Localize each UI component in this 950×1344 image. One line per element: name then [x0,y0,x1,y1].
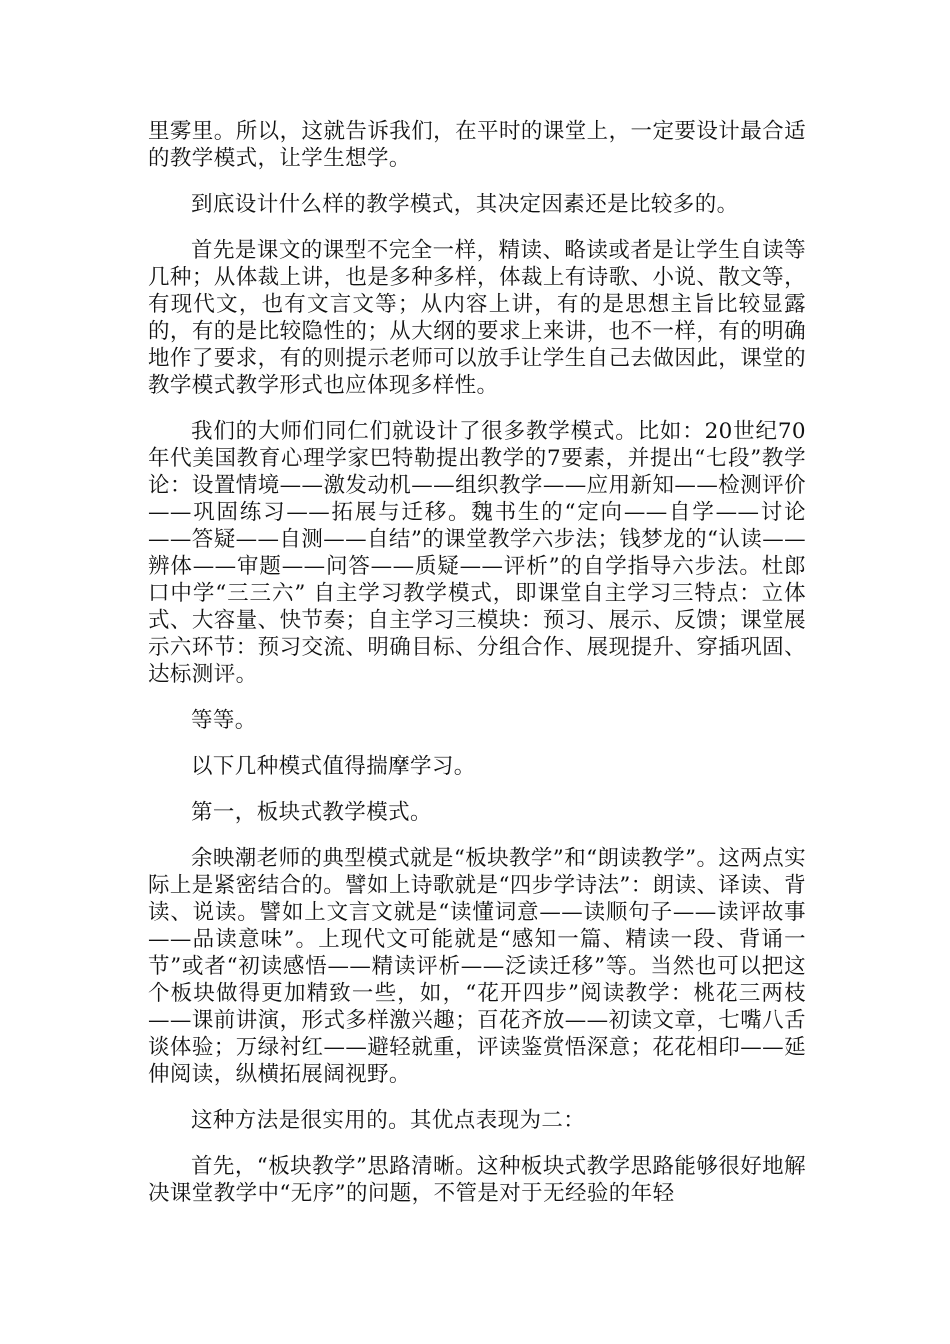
paragraph-8: 余映潮老师的典型模式就是“板块教学”和“朗读教学”。这两点实际上是紧密结合的。譬如上诗歌就是“四步学诗法”：朗读、译读、背读、说读。譬如上文言文就是“读懂词意——读顺句子——读评故事——品读意味”。上现代文可能就是“感知一篇、精读一段、背诵一节”或者“初读感悟——精读评析——泛读迁移”等。当然也可以把这个板块做得更加精致一些，如，“花开四步”阅读教学：桃花三两枝——课前讲演，形式多样激兴趣；百花齐放——初读文章，七嘴八舌谈体验；万绿衬红——避轻就重，评读鉴赏悟深意；花花相印——延伸阅读，纵横拓展阔视野。 [148,846,806,1087]
paragraph-1: 里雾里。所以，这就告诉我们，在平时的课堂上，一定要设计最合适的教学模式，让学生想学。 [148,119,806,171]
document-page [148,118,806,1226]
paragraph-2: 到底设计什么样的教学模式，其决定因素还是比较多的。 [191,192,739,217]
paragraph-10: 首先，“板块教学”思路清晰。这种板块式教学思路能够很好地解决课堂教学中“无序”的问题，不管是对于无经验的年轻 [148,1154,806,1206]
paragraph-7: 第一，板块式教学模式。 [191,800,432,825]
paragraph-3: 首先是课文的课型不完全一样，精读、略读或者是让学生自读等几种；从体裁上讲，也是多种多样，体裁上有诗歌、小说、散文等，有现代文，也有文言文等；从内容上讲，有的是思想主旨比较显露的，有的是比较隐性的；从大纲的要求上来讲，也不一样，有的明确地作了要求，有的则提示老师可以放手让学生自己去做因此，课堂的教学模式教学形式也应体现多样性。 [148,238,806,398]
paragraph-4: 我们的大师们同仁们就设计了很多教学模式。比如：20世纪70年代美国教育心理学家巴特勒提出教学的7要素，并提出“七段”教学论：设置情境——激发动机——组织教学——应用新知——检测评价——巩固练习——拓展与迁移。魏书生的“定向——自学——讨论——答疑——自测——自结”的课堂教学六步法；钱梦龙的“认读——辨体——审题——问答——质疑——评析”的自学指导六步法。杜郎口中学“三三六” 自主学习教学模式，即课堂自主学习三特点：立体式、大容量、快节奏；自主学习三模块：预习、展示、反馈；课堂展示六环节：预习交流、明确目标、分组合作、展现提升、穿插巩固、达标测评。 [148,419,806,687]
paragraph-5: 等等。 [191,708,257,733]
paragraph-6: 以下几种模式值得揣摩学习。 [191,754,476,779]
paragraph-9: 这种方法是很实用的。其优点表现为二： [191,1108,586,1133]
